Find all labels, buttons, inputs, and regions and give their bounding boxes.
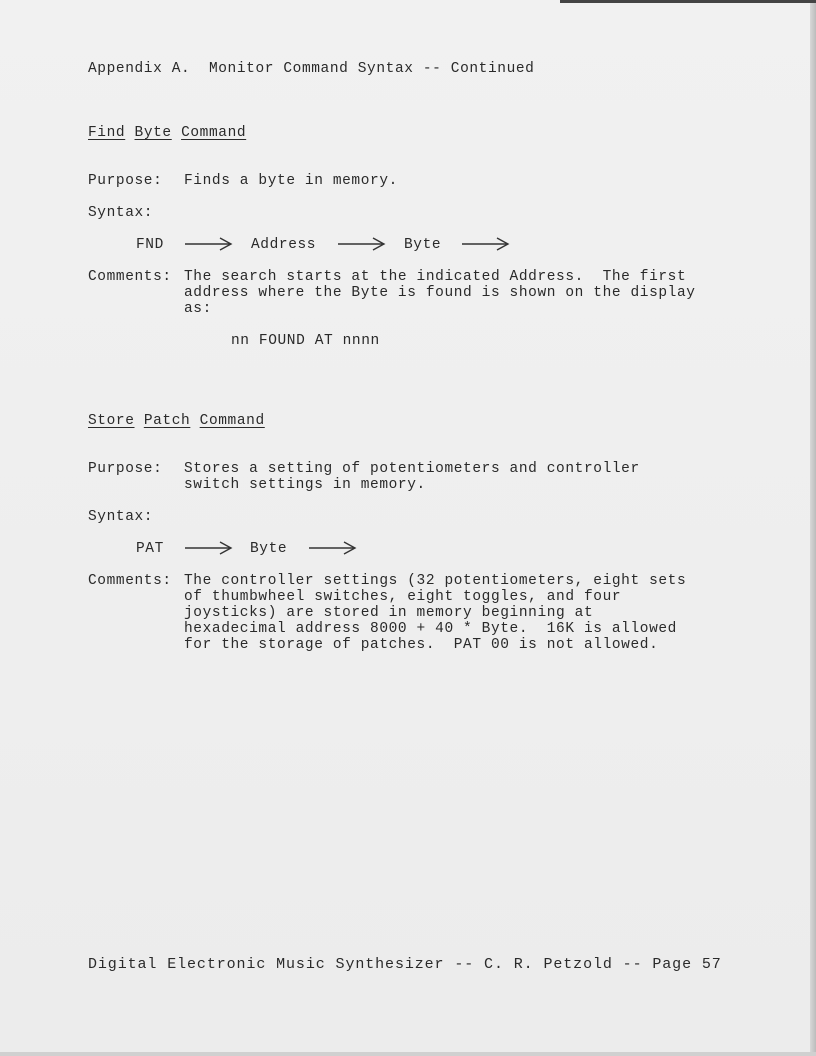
arrow-right-icon [184,540,234,556]
heading-word: Find [88,125,126,141]
arrow-right-icon [461,236,511,252]
store-patch-heading [88,413,265,429]
store-syntax-param-byte: Byte [250,541,288,557]
store-purpose-line: switch settings in memory. [184,477,426,493]
store-comments-line: for the storage of patches. PAT 00 is not allowed. [184,637,659,653]
store-purpose-label: Purpose: [88,461,163,477]
find-syntax-param-byte: Byte [404,237,442,253]
find-syntax-param-address: Address [251,237,317,253]
heading-word: Command [181,125,247,141]
find-comments-label: Comments: [88,269,172,285]
heading-word: Store [88,413,135,429]
appendix-label: Appendix A. [88,61,191,77]
page-header [88,61,535,77]
find-comments-line: The search starts at the indicated Address. The first [184,269,687,285]
find-syntax-label: Syntax: [88,205,154,221]
scan-edge [560,0,816,3]
store-syntax-command: PAT [136,541,164,557]
find-byte-heading [88,125,246,141]
arrow-right-icon [184,236,234,252]
find-display-example: nn FOUND AT nnnn [231,333,380,349]
heading-word: Patch [143,413,191,429]
store-comments-label: Comments: [88,573,172,589]
store-comments-line: The controller settings (32 potentiometers, eight sets [184,573,687,589]
find-comments-line: as: [184,301,212,317]
store-syntax-label: Syntax: [88,509,154,525]
page-footer: Digital Electronic Music Synthesizer -- C. R. Petzold -- Page 57 [88,956,722,973]
page-edge-shadow [810,0,816,1056]
appendix-title: Monitor Command Syntax -- Continued [208,61,535,77]
page-bottom-edge [0,1052,816,1056]
find-purpose-label: Purpose: [88,173,163,189]
store-comments-line: of thumbwheel switches, eight toggles, and four [184,589,622,605]
arrow-right-icon [308,540,358,556]
arrow-right-icon [337,236,387,252]
heading-word: Byte [134,125,172,141]
store-purpose-line: Stores a setting of potentiometers and controller [184,461,640,477]
find-comments-line: address where the Byte is found is shown on the display [184,285,696,301]
store-comments-line: hexadecimal address 8000 + 40 * Byte. 16K is allowed [184,621,677,637]
heading-word: Command [199,413,265,429]
store-comments-line: joysticks) are stored in memory beginning at [184,605,594,621]
find-syntax-command: FND [136,237,164,253]
find-purpose-text: Finds a byte in memory. [184,173,398,189]
